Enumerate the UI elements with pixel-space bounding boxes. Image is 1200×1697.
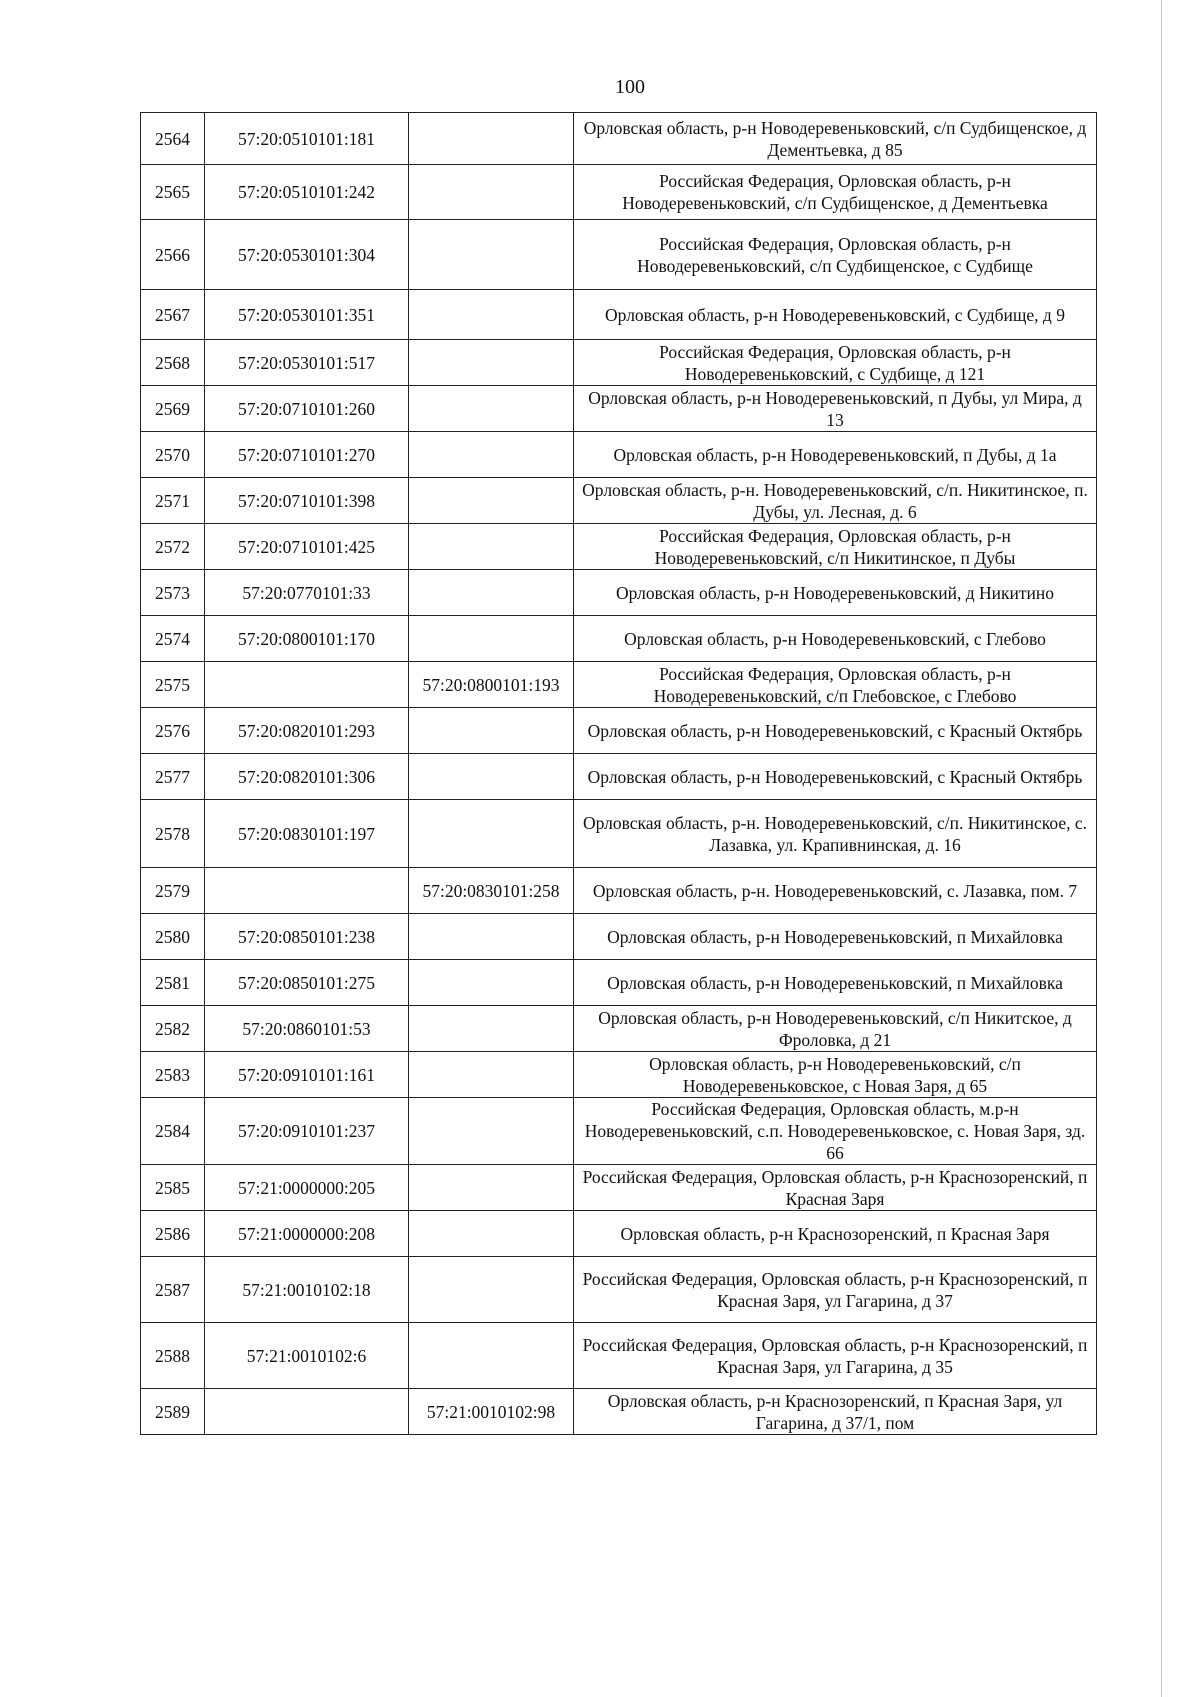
address: Орловская область, р-н Новодеревеньковский, д Никитино xyxy=(574,570,1097,616)
cadastral-number: 57:20:0820101:306 xyxy=(205,754,409,800)
cadastral-number: 57:20:0530101:351 xyxy=(205,290,409,340)
cadastral-number-alt xyxy=(409,220,574,290)
table-row xyxy=(141,1211,1097,1257)
row-number: 2573 xyxy=(141,570,205,616)
cadastral-number-alt xyxy=(409,1323,574,1389)
table-row xyxy=(141,616,1097,662)
cadastral-number: 57:21:0010102:18 xyxy=(205,1257,409,1323)
cadastral-number: 57:20:0850101:238 xyxy=(205,914,409,960)
cadastral-number: 57:20:0850101:275 xyxy=(205,960,409,1006)
cadastral-number-alt xyxy=(409,616,574,662)
page-number: 100 xyxy=(615,76,645,98)
address: Российская Федерация, Орловская область, р-н Краснозоренский, п Красная Заря xyxy=(574,1165,1097,1211)
cadastral-number: 57:20:0710101:425 xyxy=(205,524,409,570)
cadastral-number-alt xyxy=(409,432,574,478)
table-row xyxy=(141,1257,1097,1323)
address: Российская Федерация, Орловская область, р-н Новодеревеньковский, с Судбище, д 121 xyxy=(574,340,1097,386)
table-row xyxy=(141,340,1097,386)
table-row xyxy=(141,386,1097,432)
table-row xyxy=(141,1323,1097,1389)
table-row xyxy=(141,220,1097,290)
table-row xyxy=(141,708,1097,754)
address: Орловская область, р-н Новодеревеньковский, п Дубы, ул Мира, д 13 xyxy=(574,386,1097,432)
row-number: 2576 xyxy=(141,708,205,754)
cadastral-number: 57:20:0910101:237 xyxy=(205,1098,409,1165)
table-row xyxy=(141,754,1097,800)
table-row xyxy=(141,914,1097,960)
cadastral-number-alt xyxy=(409,754,574,800)
cadastral-number-alt: 57:21:0010102:98 xyxy=(409,1389,574,1435)
cadastral-number-alt xyxy=(409,1052,574,1098)
row-number: 2564 xyxy=(141,113,205,165)
row-number: 2589 xyxy=(141,1389,205,1435)
row-number: 2570 xyxy=(141,432,205,478)
cadastral-number-alt xyxy=(409,708,574,754)
row-number: 2581 xyxy=(141,960,205,1006)
table-row xyxy=(141,960,1097,1006)
cadastral-number-alt xyxy=(409,386,574,432)
address: Российская Федерация, Орловская область, р-н Краснозоренский, п Красная Заря, ул Гагарина, д 35 xyxy=(574,1323,1097,1389)
address: Орловская область, р-н Новодеревеньковский, с Судбище, д 9 xyxy=(574,290,1097,340)
row-number: 2568 xyxy=(141,340,205,386)
cadastral-number: 57:20:0510101:242 xyxy=(205,165,409,220)
cadastral-number-alt xyxy=(409,1211,574,1257)
row-number: 2584 xyxy=(141,1098,205,1165)
cadastral-number-alt xyxy=(409,1006,574,1052)
address: Орловская область, р-н Новодеревеньковский, с/п Судбищенское, д Дементьевка, д 85 xyxy=(574,113,1097,165)
cadastral-number: 57:20:0710101:260 xyxy=(205,386,409,432)
address: Орловская область, р-н. Новодеревеньковский, с/п. Никитинское, п. Дубы, ул. Лесная, д. 6 xyxy=(574,478,1097,524)
table-row xyxy=(141,868,1097,914)
cadastral-number xyxy=(205,1389,409,1435)
row-number: 2574 xyxy=(141,616,205,662)
address: Российская Федерация, Орловская область, р-н Новодеревеньковский, с/п Судбищенское, с Судбище xyxy=(574,220,1097,290)
address: Российская Федерация, Орловская область, р-н Краснозоренский, п Красная Заря, ул Гагарина, д 37 xyxy=(574,1257,1097,1323)
row-number: 2565 xyxy=(141,165,205,220)
table-row xyxy=(141,1389,1097,1435)
cadastral-number: 57:20:0710101:270 xyxy=(205,432,409,478)
table-row xyxy=(141,570,1097,616)
address: Орловская область, р-н Новодеревеньковский, с/п Никитское, д Фроловка, д 21 xyxy=(574,1006,1097,1052)
row-number: 2572 xyxy=(141,524,205,570)
cadastral-number-alt xyxy=(409,478,574,524)
table-row xyxy=(141,662,1097,708)
row-number: 2586 xyxy=(141,1211,205,1257)
table-row xyxy=(141,1006,1097,1052)
cadastral-number: 57:20:0910101:161 xyxy=(205,1052,409,1098)
address: Орловская область, р-н Новодеревеньковский, с Красный Октябрь xyxy=(574,708,1097,754)
address: Орловская область, р-н Краснозоренский, п Красная Заря xyxy=(574,1211,1097,1257)
cadastral-number-alt xyxy=(409,1098,574,1165)
cadastral-number-alt xyxy=(409,290,574,340)
row-number: 2571 xyxy=(141,478,205,524)
row-number: 2587 xyxy=(141,1257,205,1323)
cadastral-number: 57:21:0000000:205 xyxy=(205,1165,409,1211)
cadastral-number-alt: 57:20:0830101:258 xyxy=(409,868,574,914)
table-row xyxy=(141,1052,1097,1098)
table-row xyxy=(141,113,1097,165)
cadastral-number: 57:20:0510101:181 xyxy=(205,113,409,165)
address: Орловская область, р-н Новодеревеньковский, п Дубы, д 1а xyxy=(574,432,1097,478)
address: Орловская область, р-н. Новодеревеньковский, с. Лазавка, пом. 7 xyxy=(574,868,1097,914)
row-number: 2569 xyxy=(141,386,205,432)
cadastral-number: 57:21:0000000:208 xyxy=(205,1211,409,1257)
address: Российская Федерация, Орловская область, м.р-н Новодеревеньковский, с.п. Новодеревеньковское, с. Новая Заря, зд. 66 xyxy=(574,1098,1097,1165)
address: Орловская область, р-н Новодеревеньковский, п Михайловка xyxy=(574,914,1097,960)
address: Российская Федерация, Орловская область, р-н Новодеревеньковский, с/п Глебовское, с Глебово xyxy=(574,662,1097,708)
cadastral-number: 57:20:0800101:170 xyxy=(205,616,409,662)
cadastral-number: 57:20:0710101:398 xyxy=(205,478,409,524)
table-row xyxy=(141,290,1097,340)
table-row xyxy=(141,1098,1097,1165)
cadastral-number: 57:20:0530101:517 xyxy=(205,340,409,386)
cadastral-number xyxy=(205,868,409,914)
page-edge-line xyxy=(1161,0,1162,1697)
cadastral-number-alt xyxy=(409,1165,574,1211)
cadastral-number-alt xyxy=(409,960,574,1006)
cadastral-number-alt xyxy=(409,340,574,386)
cadastral-number-alt xyxy=(409,914,574,960)
table-row xyxy=(141,478,1097,524)
table-row xyxy=(141,432,1097,478)
row-number: 2567 xyxy=(141,290,205,340)
address: Орловская область, р-н. Новодеревеньковский, с/п. Никитинское, с. Лазавка, ул. Крапивнинская, д. 16 xyxy=(574,800,1097,868)
cadastral-number-alt xyxy=(409,165,574,220)
cadastral-number-alt xyxy=(409,113,574,165)
table-row xyxy=(141,1165,1097,1211)
row-number: 2577 xyxy=(141,754,205,800)
cadastral-number-alt xyxy=(409,570,574,616)
cadastral-number: 57:20:0770101:33 xyxy=(205,570,409,616)
address: Российская Федерация, Орловская область, р-н Новодеревеньковский, с/п Никитинское, п Дубы xyxy=(574,524,1097,570)
cadastral-number-alt: 57:20:0800101:193 xyxy=(409,662,574,708)
row-number: 2578 xyxy=(141,800,205,868)
row-number: 2580 xyxy=(141,914,205,960)
row-number: 2583 xyxy=(141,1052,205,1098)
row-number: 2582 xyxy=(141,1006,205,1052)
row-number: 2575 xyxy=(141,662,205,708)
table-row xyxy=(141,165,1097,220)
cadastral-number-alt xyxy=(409,800,574,868)
cadastral-number: 57:20:0820101:293 xyxy=(205,708,409,754)
cadastral-number-alt xyxy=(409,1257,574,1323)
cadastral-number: 57:21:0010102:6 xyxy=(205,1323,409,1389)
cadastral-number-alt xyxy=(409,524,574,570)
address: Орловская область, р-н Новодеревеньковский, п Михайловка xyxy=(574,960,1097,1006)
address: Орловская область, р-н Новодеревеньковский, с Красный Октябрь xyxy=(574,754,1097,800)
row-number: 2588 xyxy=(141,1323,205,1389)
row-number: 2566 xyxy=(141,220,205,290)
address: Российская Федерация, Орловская область, р-н Новодеревеньковский, с/п Судбищенское, д Дементьевка xyxy=(574,165,1097,220)
table-row xyxy=(141,524,1097,570)
row-number: 2585 xyxy=(141,1165,205,1211)
cadastral-number: 57:20:0860101:53 xyxy=(205,1006,409,1052)
address: Орловская область, р-н Новодеревеньковский, с Глебово xyxy=(574,616,1097,662)
address: Орловская область, р-н Краснозоренский, п Красная Заря, ул Гагарина, д 37/1, пом xyxy=(574,1389,1097,1435)
cadastral-number xyxy=(205,662,409,708)
address: Орловская область, р-н Новодеревеньковский, с/п Новодеревеньковское, с Новая Заря, д 65 xyxy=(574,1052,1097,1098)
row-number: 2579 xyxy=(141,868,205,914)
table-row xyxy=(141,800,1097,868)
registry-table xyxy=(140,112,1097,1435)
cadastral-number: 57:20:0530101:304 xyxy=(205,220,409,290)
cadastral-number: 57:20:0830101:197 xyxy=(205,800,409,868)
